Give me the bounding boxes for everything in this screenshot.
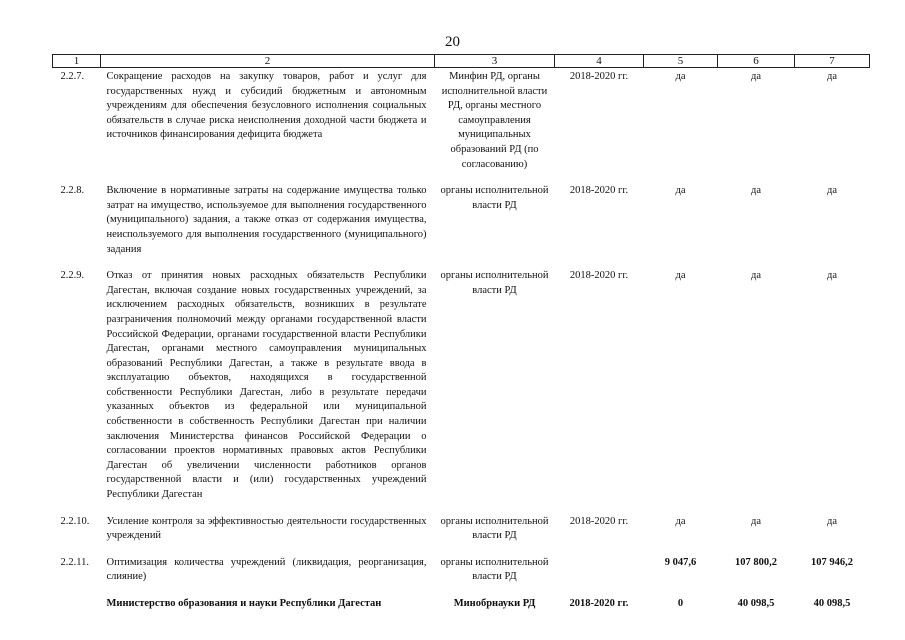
value-col5: да [675, 71, 686, 82]
value-col7: 40 098,5 [813, 598, 851, 609]
item-description: Сокращение расходов на закупку товаров, работ и услуг для государственных нужд и субсидий бюджетным и автономным учреждениям для обеспечения безусловного исполнения социальных обязательств в случае риска неисполнения доходной части бюджета и источников финансирования дефицита бюджета [106, 71, 427, 141]
table-row [53, 68, 870, 183]
item-number: 2.2.11. [60, 556, 89, 568]
item-description: Включение в нормативные затраты на содержание имущества только затрат на имущество, используемое для выполнения государственного (муниципального) задания, а также отказ от содержания имущества, неиспользуемого для выполнения государственного (муниципального) задания [106, 185, 427, 255]
table-row-ministry-total [53, 595, 870, 614]
item-number [53, 595, 101, 614]
item-period: 2018-2020 гг. [569, 270, 629, 282]
item-period: 2018-2020 гг. [569, 598, 629, 609]
item-number: 2.2.7. [60, 71, 85, 82]
measures-table [52, 54, 870, 614]
column-header: 3 [435, 55, 555, 68]
value-col6: да [750, 515, 761, 527]
ministry-executor: Минобрнауки РД [453, 598, 536, 609]
value-col6: 40 098,5 [737, 598, 775, 609]
value-col7: да [826, 185, 837, 197]
item-description: Усиление контроля за эффективностью деятельности государственных учреждений [106, 515, 427, 542]
value-col5: да [675, 515, 686, 527]
value-col5: 9 047,6 [664, 556, 697, 568]
item-number: 2.2.10. [60, 515, 90, 527]
value-col7: 107 946,2 [811, 556, 853, 568]
table-row [53, 554, 870, 595]
table-row [53, 267, 870, 513]
value-col7: да [826, 515, 837, 527]
item-description: Оптимизация количества учреждений (ликвидация, реорганизация, слияние) [106, 556, 427, 583]
item-executor: органы исполнительной власти РД [440, 515, 549, 542]
table-header-row [53, 55, 870, 68]
column-header: 1 [53, 55, 101, 68]
value-col5: 0 [677, 598, 684, 609]
item-period: 2018-2020 гг. [569, 71, 629, 82]
table-row [53, 182, 870, 267]
value-col5: да [675, 270, 686, 282]
item-description: Отказ от принятия новых расходных обязательств Республики Дагестан, включая создание новых государственных учреждений, за исключением расходных обязательств, возникших в результате разграничения полномочий между органами государственной власти Российской Федерации, органами государственной власти Республики Дагестан, органами местного самоуправления муниципальных образований Республики Дагестан, а также в результате ввода в эксплуатацию объектов, находящихся в государственной собственности Республики Дагестан, либо в результате передачи указанных объектов из федеральной или муниципальной собственности в собственность Республики Дагестан при наличии заключения Министерства финансов Российской Федерации о согласовании проектов нормативных правовых актов Республики Дагестан об увеличении численности работников органов государственной власти и (или) государственных учреждений Республики Дагестан [106, 270, 427, 501]
item-number: 2.2.9. [60, 270, 85, 282]
item-number: 2.2.8. [60, 185, 85, 197]
value-col5: да [675, 185, 686, 197]
item-executor: органы исполнительной власти РД [440, 270, 549, 296]
item-period: 2018-2020 гг. [569, 185, 629, 197]
value-col6: да [750, 270, 761, 282]
page-number: 20 [445, 34, 460, 50]
value-col6: да [750, 71, 761, 82]
item-period: 2018-2020 гг. [569, 515, 629, 527]
item-executor: органы исполнительной власти РД [440, 556, 549, 583]
column-header: 7 [795, 55, 870, 68]
ministry-name: Министерство образования и науки Республики Дагестан [106, 598, 382, 609]
value-col6: да [750, 185, 761, 197]
item-period [555, 554, 644, 595]
item-executor: органы исполнительной власти РД [440, 185, 549, 211]
column-header: 6 [718, 55, 795, 68]
value-col6: 107 800,2 [735, 556, 777, 568]
item-executor: Минфин РД, органы исполнительной власти РД, органы местного самоуправления муниципальных образований РД (по согласованию) [441, 71, 548, 170]
column-header: 4 [555, 55, 644, 68]
column-header: 5 [644, 55, 718, 68]
column-header: 2 [101, 55, 435, 68]
table-row [53, 513, 870, 554]
value-col7: да [826, 270, 837, 282]
value-col7: да [826, 71, 837, 82]
